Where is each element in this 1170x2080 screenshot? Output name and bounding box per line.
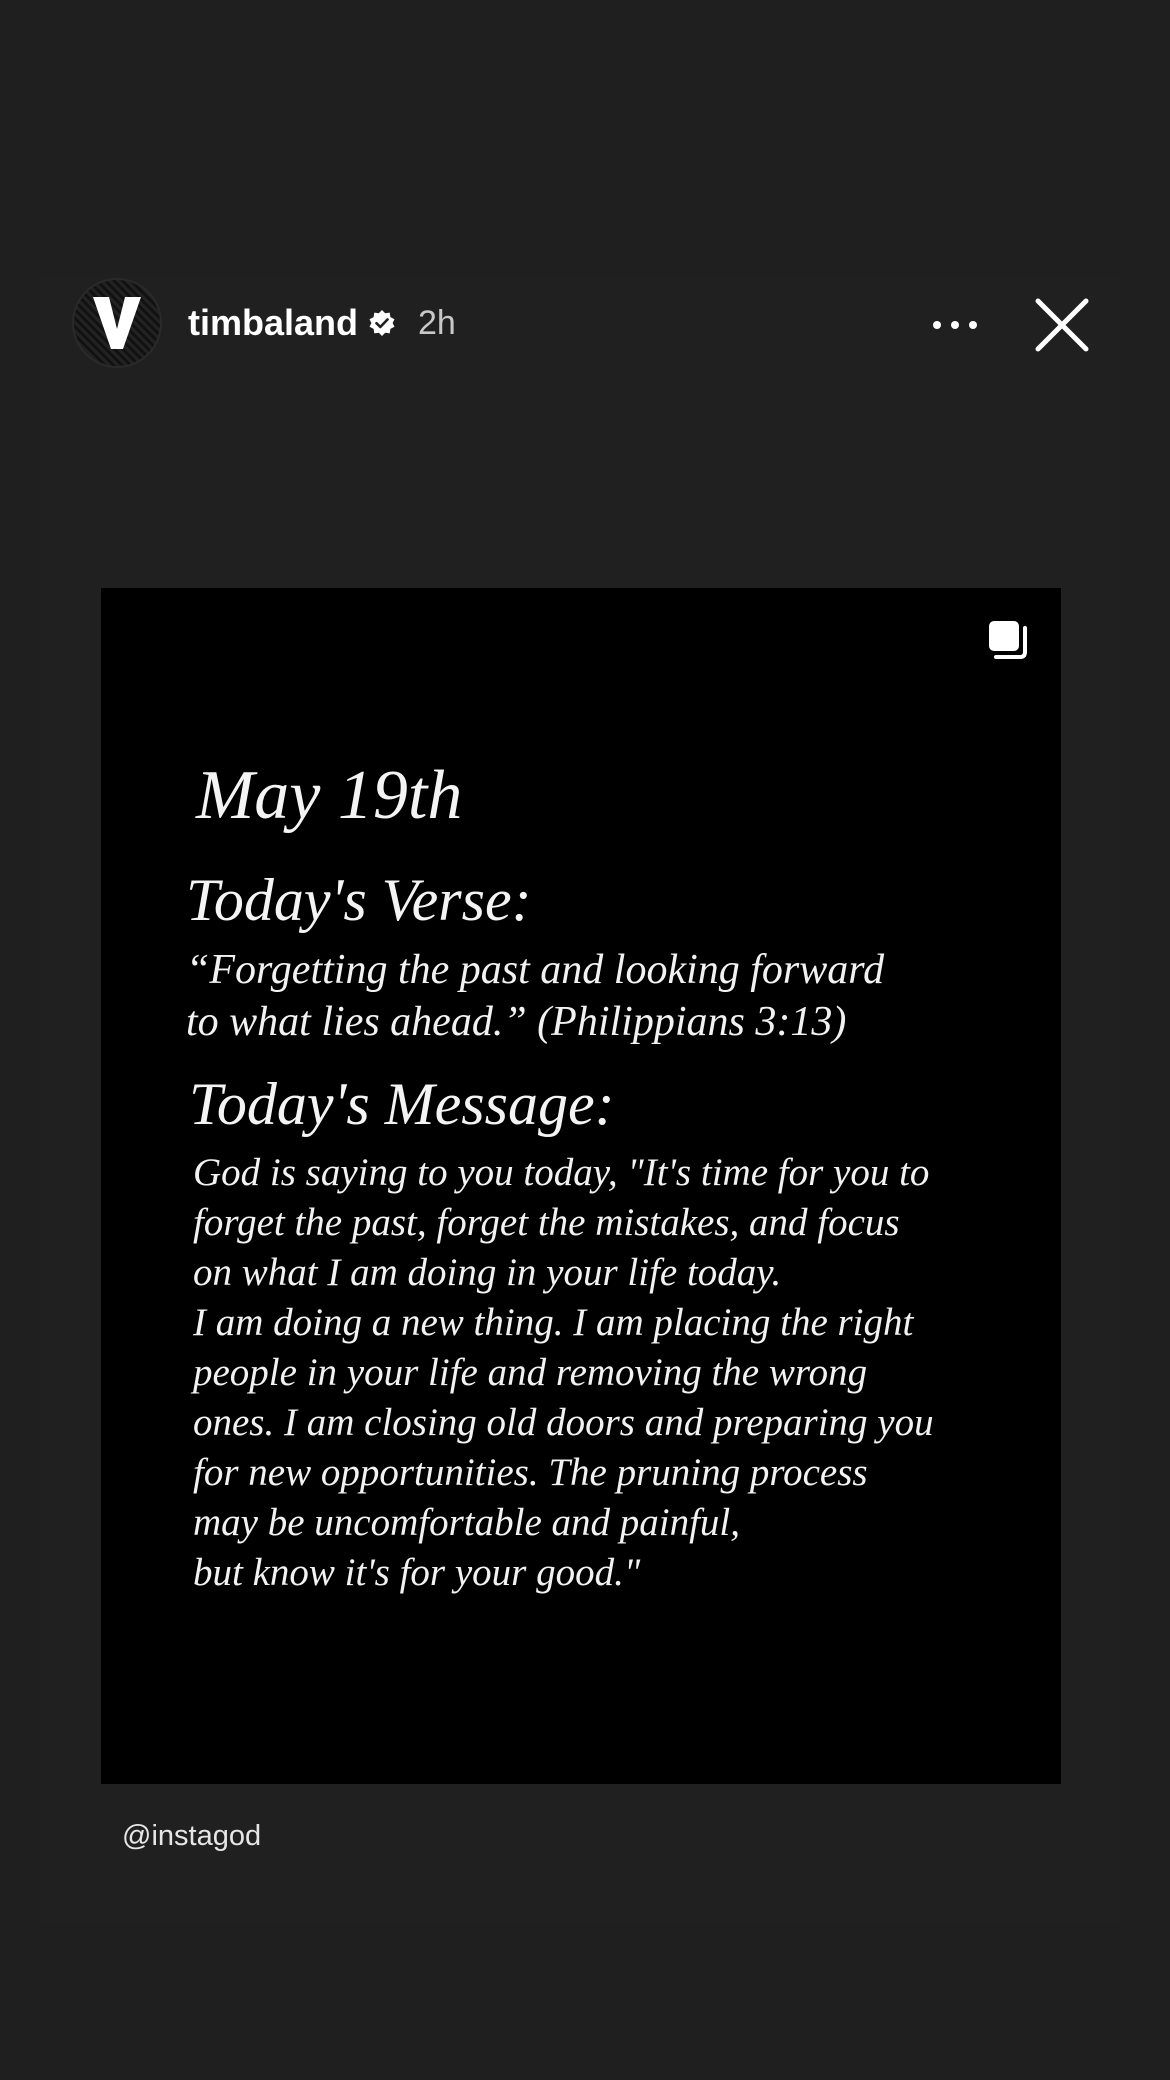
multiple-images-icon (986, 618, 1030, 667)
close-icon (1030, 293, 1094, 357)
more-options-icon (932, 320, 978, 330)
message-line: ones. I am closing old doors and preparing you (193, 1401, 934, 1444)
message-line: God is saying to you today, "It's time for you to (193, 1151, 930, 1194)
message-heading: Today's Message: (189, 1071, 615, 1137)
avatar[interactable] (72, 278, 162, 368)
username[interactable]: timbaland (188, 302, 359, 343)
verified-badge-icon (368, 309, 396, 337)
message-line: for new opportunities. The pruning process (193, 1451, 868, 1494)
more-options-button[interactable] (930, 300, 980, 350)
message-line: I am doing a new thing. I am placing the right (193, 1301, 914, 1344)
mention-link[interactable]: @instagod (122, 1820, 262, 1852)
close-button[interactable] (1030, 293, 1094, 357)
time-ago: 2h (418, 303, 456, 342)
message-line: may be uncomfortable and painful, (193, 1501, 741, 1544)
message-line: forget the past, forget the mistakes, and focus (193, 1201, 900, 1244)
message-line: people in your life and removing the wrong (193, 1351, 868, 1394)
message-line: on what I am doing in your life today. (193, 1251, 782, 1294)
verse-line: to what lies ahead.” (Philippians 3:13) (186, 999, 847, 1045)
shared-post-card[interactable] (101, 588, 1061, 1784)
post-date: May 19th (196, 757, 463, 834)
verse-line: “Forgetting the past and looking forward (186, 947, 885, 993)
verse-heading: Today's Verse: (186, 867, 532, 933)
avatar-logo-icon (89, 293, 145, 353)
message-line: but know it's for your good." (193, 1551, 641, 1594)
